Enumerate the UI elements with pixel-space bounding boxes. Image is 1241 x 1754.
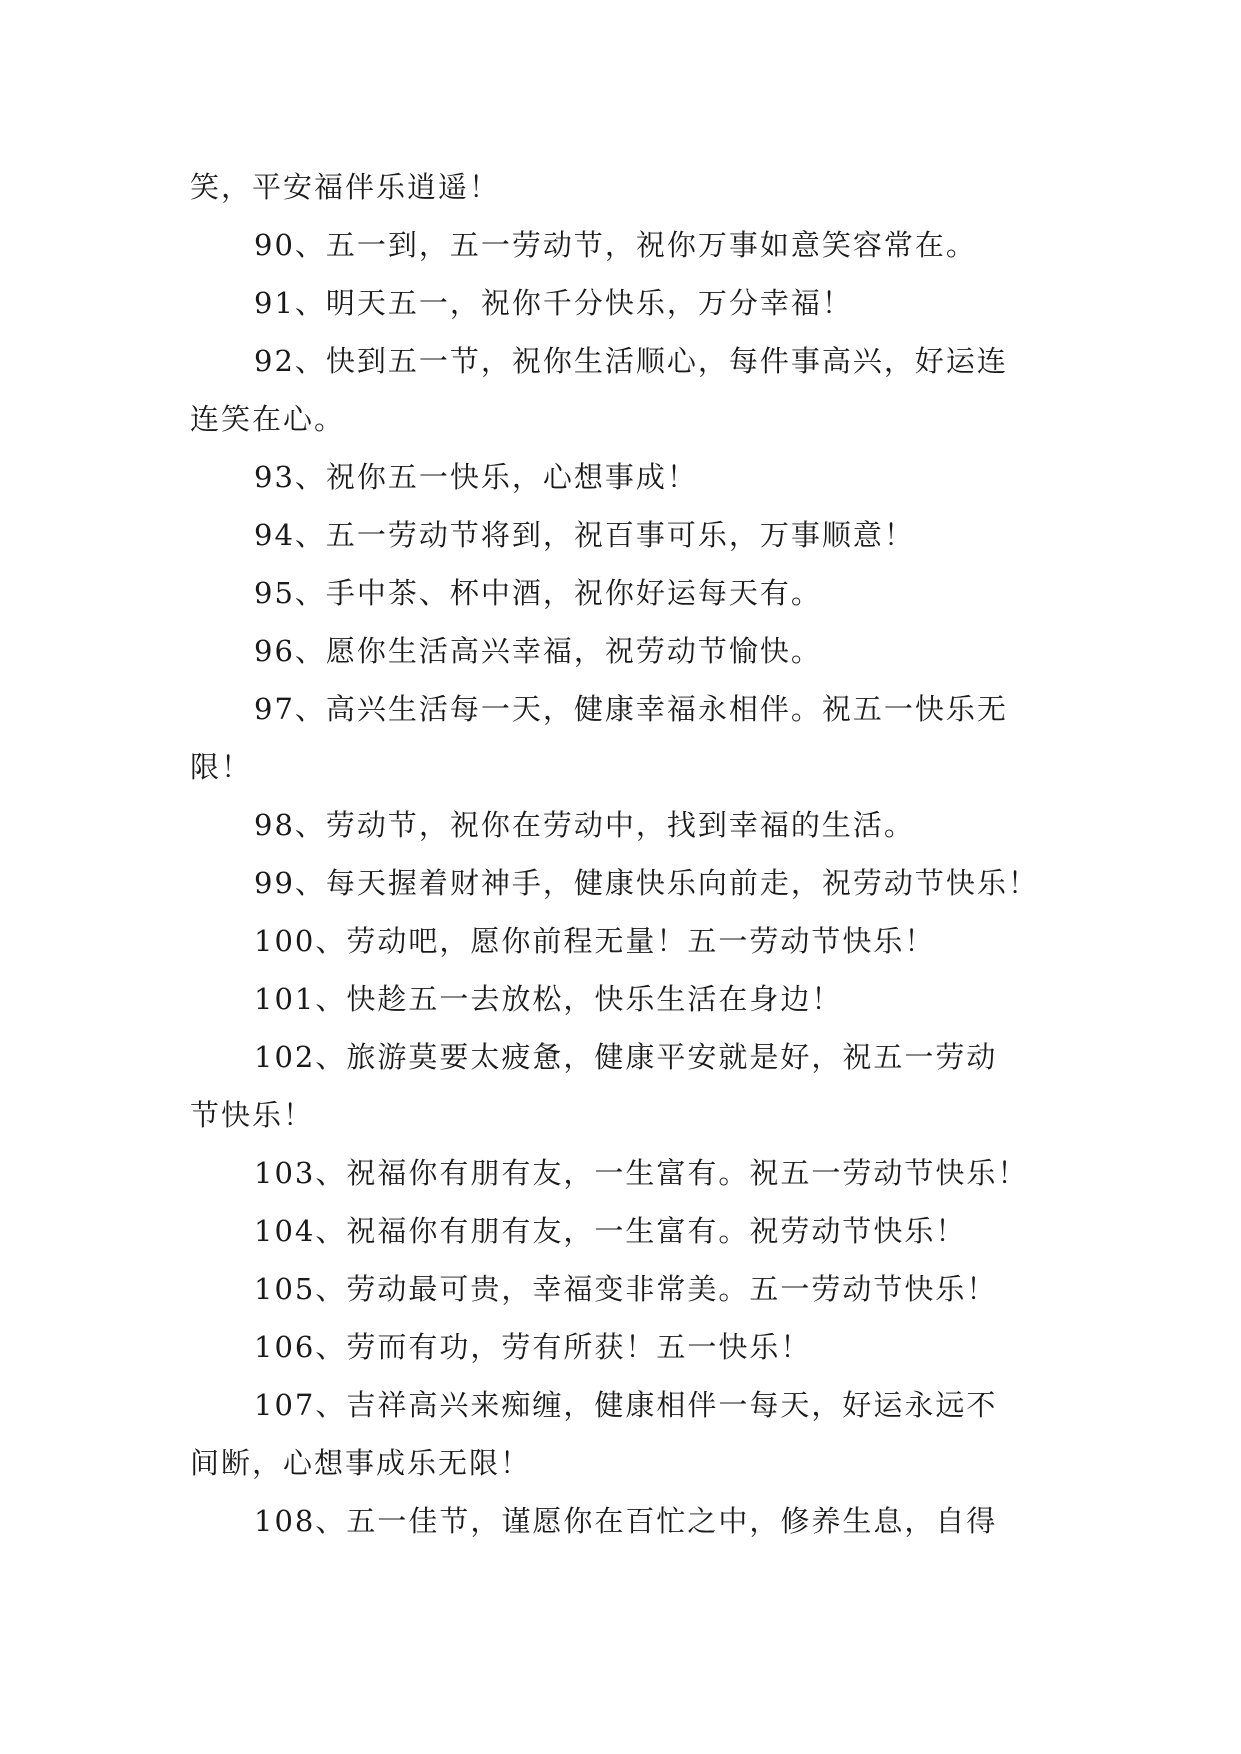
text-line: 103、祝福你有朋有友，一生富有。祝五一劳动节快乐！: [254, 1156, 1029, 1190]
text-line: 108、五一佳节，谨愿你在百忙之中，修养生息，自得: [254, 1504, 998, 1538]
text-line: 笑，平安福伴乐逍遥！: [190, 170, 501, 204]
text-line: 106、劳而有功，劳有所获！五一快乐！: [254, 1330, 812, 1364]
text-line: 105、劳动最可贵，幸福变非常美。五一劳动节快乐！: [254, 1272, 998, 1306]
document-body: [190, 158, 1050, 1550]
text-line: 限！: [190, 750, 253, 784]
text-line: 107、吉祥高兴来痴缠，健康相伴一每天，好运永远不: [254, 1388, 998, 1422]
text-line: 104、祝福你有朋有友，一生富有。祝劳动节快乐！: [254, 1214, 967, 1248]
text-line: 102、旅游莫要太疲惫，健康平安就是好，祝五一劳动: [254, 1040, 998, 1074]
text-line: 连笑在心。: [190, 402, 346, 436]
text-line: 间断，心想事成乐无限！: [190, 1446, 532, 1480]
text-line: 98、劳动节，祝你在劳动中，找到幸福的生活。: [254, 808, 915, 842]
text-line: 节快乐！: [190, 1098, 315, 1132]
text-line: 97、高兴生活每一天，健康幸福永相伴。祝五一快乐无: [254, 692, 1008, 726]
text-line: 100、劳动吧，愿你前程无量！五一劳动节快乐！: [254, 924, 936, 958]
text-line: 90、五一到，五一劳动节，祝你万事如意笑容常在。: [254, 228, 977, 262]
text-line: 93、祝你五一快乐，心想事成！: [254, 460, 698, 494]
text-line: 91、明天五一，祝你千分快乐，万分幸福！: [254, 286, 853, 320]
text-line: 99、每天握着财神手，健康快乐向前走，祝劳动节快乐！: [254, 866, 1039, 900]
text-line: 96、愿你生活高兴幸福，祝劳动节愉快。: [254, 634, 822, 668]
text-line: 95、手中茶、杯中酒，祝你好运每天有。: [254, 576, 822, 610]
text-line: 92、快到五一节，祝你生活顺心，每件事高兴，好运连: [254, 344, 1008, 378]
text-line: 101、快趁五一去放松，快乐生活在身边！: [254, 982, 843, 1016]
text-line: 94、五一劳动节将到，祝百事可乐，万事顺意！: [254, 518, 915, 552]
